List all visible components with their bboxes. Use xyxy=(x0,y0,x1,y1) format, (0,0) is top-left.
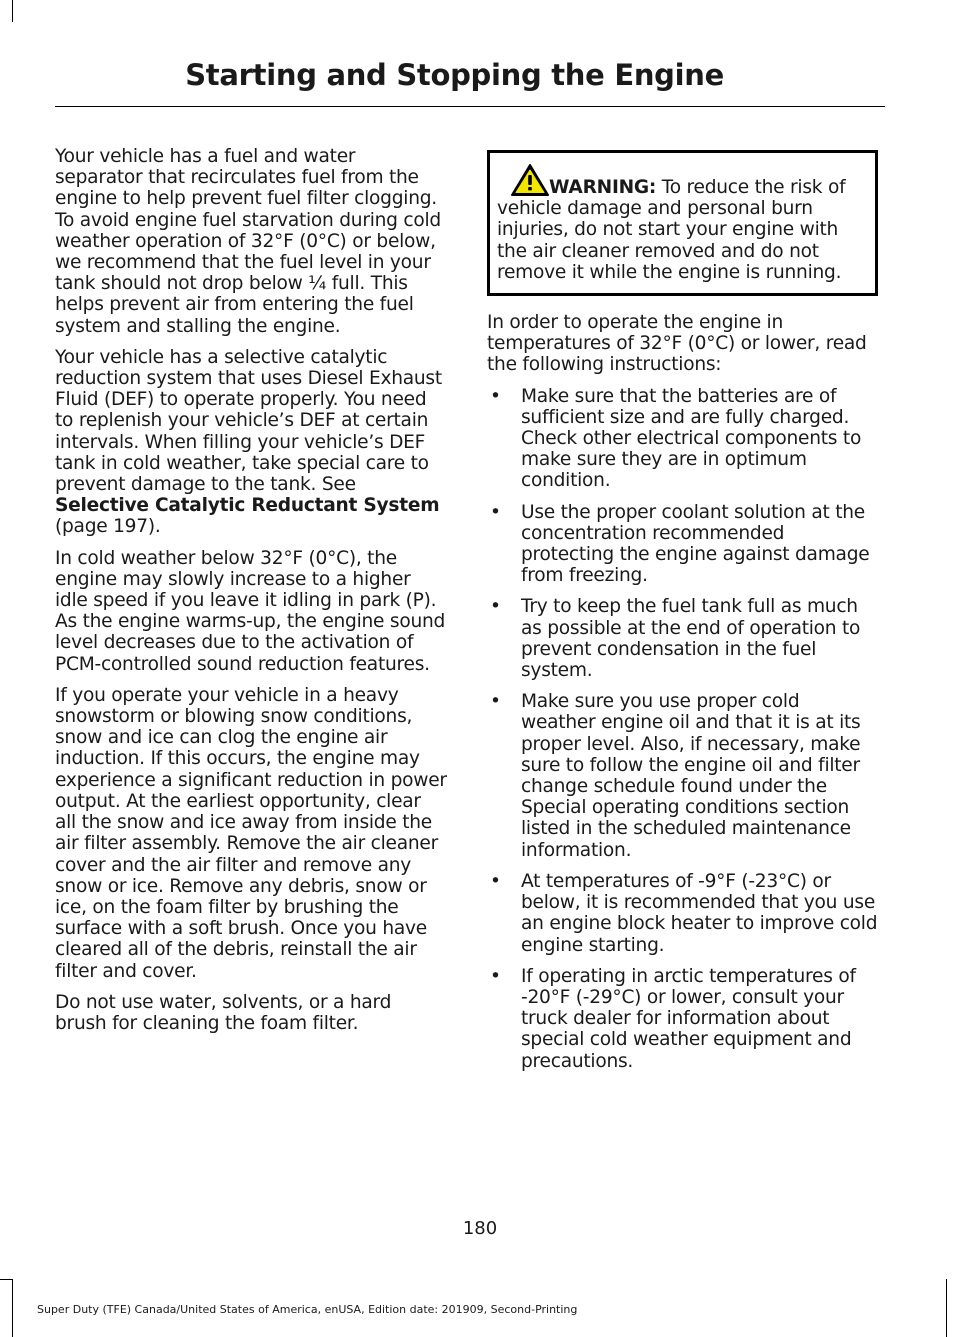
bullet: • xyxy=(490,385,501,407)
bullet: • xyxy=(490,870,501,892)
paragraph-idle-speed: In cold weather below 32°F (0°C), the engine may slowly increase to a higher idle speed if you leave it idling in park (P). As the engine warms-up, the engine sound level decreases due to the activation of PCM-controlled sound reduction features. xyxy=(55,547,446,675)
bullet: • xyxy=(490,501,501,523)
list-item-text: Try to keep the fuel tank full as much as possible at the end of operation to prevent condensation in the fuel system. xyxy=(521,596,861,682)
list-item xyxy=(487,966,879,1072)
list-item-text: If operating in arctic temperatures of -20°F (-29°C) or lower, consult your truck dealer for information about special cold weather equipment and precautions. xyxy=(521,965,856,1072)
list-item-text: Make sure that the batteries are of sufficient size and are fully charged. Check other electrical components to make sure they are in optimum condition. xyxy=(521,385,862,492)
left-column xyxy=(55,146,447,1044)
warning-box xyxy=(487,150,878,296)
bullet: • xyxy=(490,691,501,713)
warning-label: WARNING: xyxy=(549,177,657,198)
warning-triangle-icon xyxy=(510,163,550,197)
footer-edition-info: Super Duty (TFE) Canada/United States of America, enUSA, Edition date: 201909, Second-Printing xyxy=(37,1303,578,1316)
page-title: Starting and Stopping the Engine xyxy=(185,58,724,92)
list-item xyxy=(487,596,879,681)
warning-text: To reduce the risk of vehicle damage and personal burn injuries, do not start your engine with the air cleaner removed and do not remove it while the engine is running. xyxy=(497,177,846,283)
paragraph-snowstorm: If you operate your vehicle in a heavy snowstorm or blowing snow conditions, snow and ice can clog the engine air induction. If this occurs, the engine may experience a significant reduction in power output. At the earliest opportunity, clear all the snow and ice away from inside the air filter assembly. Remove the air cleaner cover and the air filter and remove any snow or ice. Remove any debris, snow or ice, on the foam filter by brushing the surface with a soft brush. Once you have cleared all of the debris, reinstall the air filter and cover. xyxy=(55,684,447,982)
list-item xyxy=(487,386,879,492)
header-divider xyxy=(55,106,885,107)
crop-mark-top-left xyxy=(12,0,13,22)
paragraph-def xyxy=(55,347,447,538)
list-item-text: Make sure you use proper cold weather engine oil and that it is at its proper level. Also, if necessary, make sure to follow the engine oil and filter change schedule found under the Special operating conditions section listed in the scheduled maintenance information. xyxy=(521,691,861,861)
crop-mark-bottom-left-h xyxy=(0,1279,12,1280)
paragraph-foam-filter: Do not use water, solvents, or a hard brush for cleaning the foam filter. xyxy=(55,991,392,1034)
scr-cross-reference-link[interactable]: Selective Catalytic Reductant System xyxy=(55,495,440,517)
cold-operation-list xyxy=(487,386,879,1072)
right-column xyxy=(487,150,879,1082)
bullet: • xyxy=(490,965,501,987)
def-page-ref: (page 197). xyxy=(55,516,161,538)
crop-mark-bottom-right xyxy=(946,1279,947,1337)
page-number: 180 xyxy=(462,1218,498,1239)
list-item xyxy=(487,691,879,861)
list-item xyxy=(487,871,879,956)
list-item-text: Use the proper coolant solution at the concentration recommended protecting the engine against damage from freezing. xyxy=(521,501,870,587)
list-item-text: At temperatures of -9°F (-23°C) or below, it is recommended that you use an engine block heater to improve cold engine starting. xyxy=(521,870,878,956)
cold-operation-intro: In order to operate the engine in temperatures of 32°F (0°C) or lower, read the following instructions: xyxy=(487,312,867,376)
paragraph-fuel-separator: Your vehicle has a fuel and water separator that recirculates fuel from the engine to help prevent fuel filter clogging. To avoid engine fuel starvation during cold weather operation of 32°F (0°C) or below, we recommend that the fuel level in your tank should not drop below ¼ full. This helps prevent air from entering the fuel system and stalling the engine. xyxy=(55,146,441,337)
crop-mark-bottom-left xyxy=(12,1279,13,1337)
bullet: • xyxy=(490,596,501,618)
list-item xyxy=(487,502,879,587)
def-text: Your vehicle has a selective catalytic reduction system that uses Diesel Exhaust Fluid (DEF) to operate properly. You need to replenish your vehicle’s DEF at certain intervals. When filling your vehicle’s DEF tank in cold weather, take special care to prevent damage to the tank. See xyxy=(55,346,442,496)
